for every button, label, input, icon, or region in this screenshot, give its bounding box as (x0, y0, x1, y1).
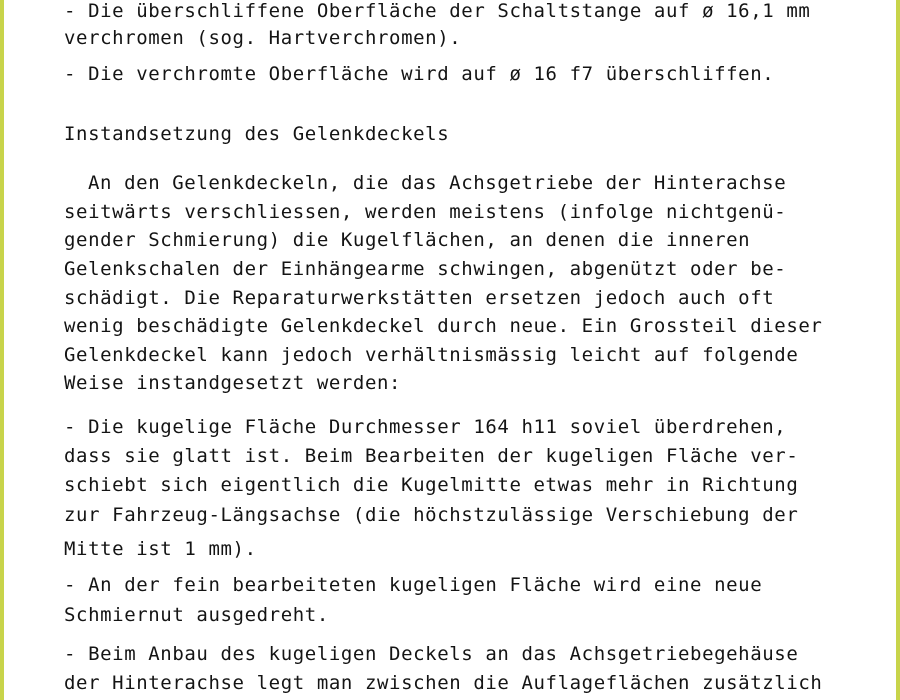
text-line: Gelenkschalen der Einhängearme schwingen, abgenützt oder be- (64, 258, 787, 280)
text-line: - Die verchromte Oberfläche wird auf ø 16 f7 überschliffen. (64, 63, 775, 85)
text-line: schiebt sich eigentlich die Kugelmitte etwas mehr in Richtung (64, 474, 799, 496)
text-line: wenig beschädigte Gelenkdeckel durch neue. Ein Grossteil dieser (64, 315, 823, 337)
text-line: Mitte ist 1 mm). (64, 538, 257, 560)
text-line: seitwärts verschliessen, werden meistens (infolge nichtgenü- (64, 201, 787, 223)
text-line: schädigt. Die Reparaturwerkstätten ersetzen jedoch auch oft (64, 287, 775, 309)
text-line: verchromen (sog. Hartverchromen). (64, 27, 462, 49)
section-heading: Instandsetzung des Gelenkdeckels (64, 123, 450, 145)
text-line: - Die kugelige Fläche Durchmesser 164 h11 soviel überdrehen, (64, 416, 787, 438)
text-line: dass sie glatt ist. Beim Bearbeiten der kugeligen Fläche ver- (64, 445, 799, 467)
text-line: Weise instandgesetzt werden: (64, 372, 402, 394)
text-line: Gelenkdeckel kann jedoch verhältnismässig leicht auf folgende (64, 344, 799, 366)
text-line: gender Schmierung) die Kugelflächen, an denen die inneren (64, 229, 751, 251)
text-line: Schmiernut ausgedreht. (64, 604, 329, 626)
text-line: zur Fahrzeug-Längsachse (die höchstzulässige Verschiebung der (64, 504, 799, 526)
text-line: - Die überschliffene Oberfläche der Schaltstange auf ø 16,1 mm (64, 0, 811, 22)
document-page (4, 0, 900, 700)
text-line: der Hinterachse legt man zwischen die Auflageflächen zusätzlich (64, 672, 823, 694)
text-line: An den Gelenkdeckeln, die das Achsgetriebe der Hinterachse (88, 172, 787, 194)
text-line: - An der fein bearbeiteten kugeligen Fläche wird eine neue (64, 574, 763, 596)
text-line: - Beim Anbau des kugeligen Deckels an das Achsgetriebegehäuse (64, 643, 799, 665)
